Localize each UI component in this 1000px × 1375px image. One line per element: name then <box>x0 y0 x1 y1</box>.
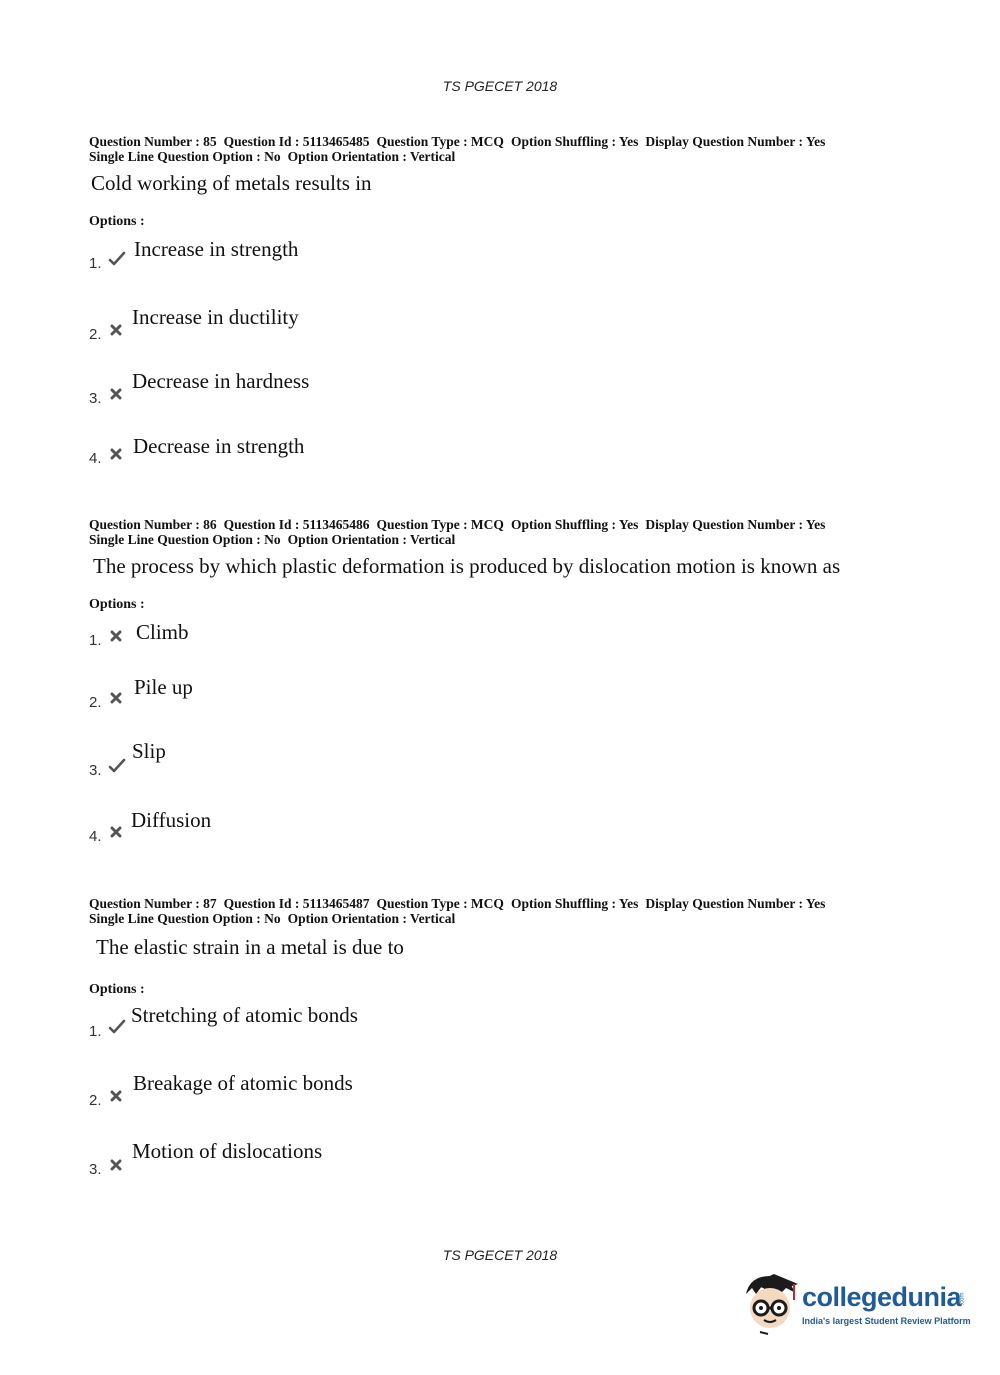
cross-icon <box>110 388 122 400</box>
page-header: TS PGECET 2018 <box>442 78 558 94</box>
single-line-option: Single Line Question Option : No <box>89 149 281 164</box>
question-type: Question Type : MCQ <box>376 517 504 532</box>
option-shuffling: Option Shuffling : Yes <box>510 896 639 911</box>
option-number: 1. <box>89 255 102 272</box>
option-number: 4. <box>89 828 102 845</box>
options-label: Options : <box>89 214 145 229</box>
option-number: 2. <box>89 1092 102 1109</box>
question-type: Question Type : MCQ <box>376 134 504 149</box>
logo-tagline: India's largest Student Review Platform <box>802 1316 971 1326</box>
question-text: Cold working of metals results in <box>91 171 372 195</box>
cross-icon <box>110 1159 122 1171</box>
option-number: 2. <box>89 326 102 343</box>
question-number: Question Number : 86 <box>89 517 217 532</box>
question-text: The process by which plastic deformation is produced by dislocation motion is known as <box>93 554 841 578</box>
option-text: Climb <box>136 620 189 644</box>
check-icon <box>108 1019 126 1035</box>
option-number: 3. <box>89 762 102 779</box>
option-text: Slip <box>132 739 166 763</box>
question-number: Question Number : 85 <box>89 134 217 149</box>
option-shuffling: Option Shuffling : Yes <box>510 517 639 532</box>
option-orientation: Option Orientation : Vertical <box>287 532 456 547</box>
logo-domain: .com <box>959 1292 966 1306</box>
page-footer: TS PGECET 2018 <box>442 1247 558 1263</box>
option-number: 2. <box>89 694 102 711</box>
option-number: 1. <box>89 1023 102 1040</box>
question-id: Question Id : 5113465486 <box>223 517 370 532</box>
display-question-number: Display Question Number : Yes <box>645 896 826 911</box>
collegedunia-logo <box>740 1268 970 1338</box>
option-text: Increase in ductility <box>132 305 299 329</box>
cross-icon <box>110 324 122 336</box>
display-question-number: Display Question Number : Yes <box>645 517 826 532</box>
options-label: Options : <box>89 982 145 997</box>
option-text: Stretching of atomic bonds <box>131 1003 358 1027</box>
option-text: Pile up <box>134 675 193 699</box>
cross-icon <box>110 630 122 642</box>
question-text: The elastic strain in a metal is due to <box>96 935 404 959</box>
cross-icon <box>110 1090 122 1102</box>
check-icon <box>108 758 126 774</box>
option-number: 1. <box>89 632 102 649</box>
option-orientation: Option Orientation : Vertical <box>287 149 456 164</box>
display-question-number: Display Question Number : Yes <box>645 134 826 149</box>
options-label: Options : <box>89 597 145 612</box>
question-id: Question Id : 5113465485 <box>223 134 370 149</box>
single-line-option: Single Line Question Option : No <box>89 911 281 926</box>
option-text: Diffusion <box>131 808 212 832</box>
question-meta <box>89 517 919 547</box>
single-line-option: Single Line Question Option : No <box>89 532 281 547</box>
cross-icon <box>110 448 122 460</box>
cross-icon <box>110 692 122 704</box>
question-type: Question Type : MCQ <box>376 896 504 911</box>
option-text: Breakage of atomic bonds <box>133 1071 353 1095</box>
option-number: 3. <box>89 1161 102 1178</box>
question-meta <box>89 134 919 164</box>
option-number: 4. <box>89 450 102 467</box>
option-text: Decrease in hardness <box>132 369 310 393</box>
question-number: Question Number : 87 <box>89 896 217 911</box>
option-number: 3. <box>89 390 102 407</box>
logo-name: collegedunia <box>802 1282 962 1312</box>
check-icon <box>108 251 126 267</box>
cross-icon <box>110 826 122 838</box>
option-text: Increase in strength <box>134 237 299 261</box>
option-orientation: Option Orientation : Vertical <box>287 911 456 926</box>
option-text: Motion of dislocations <box>132 1139 323 1163</box>
question-meta <box>89 896 919 926</box>
mascot-icon <box>740 1270 802 1336</box>
option-shuffling: Option Shuffling : Yes <box>510 134 639 149</box>
question-id: Question Id : 5113465487 <box>223 896 370 911</box>
option-text: Decrease in strength <box>133 434 305 458</box>
